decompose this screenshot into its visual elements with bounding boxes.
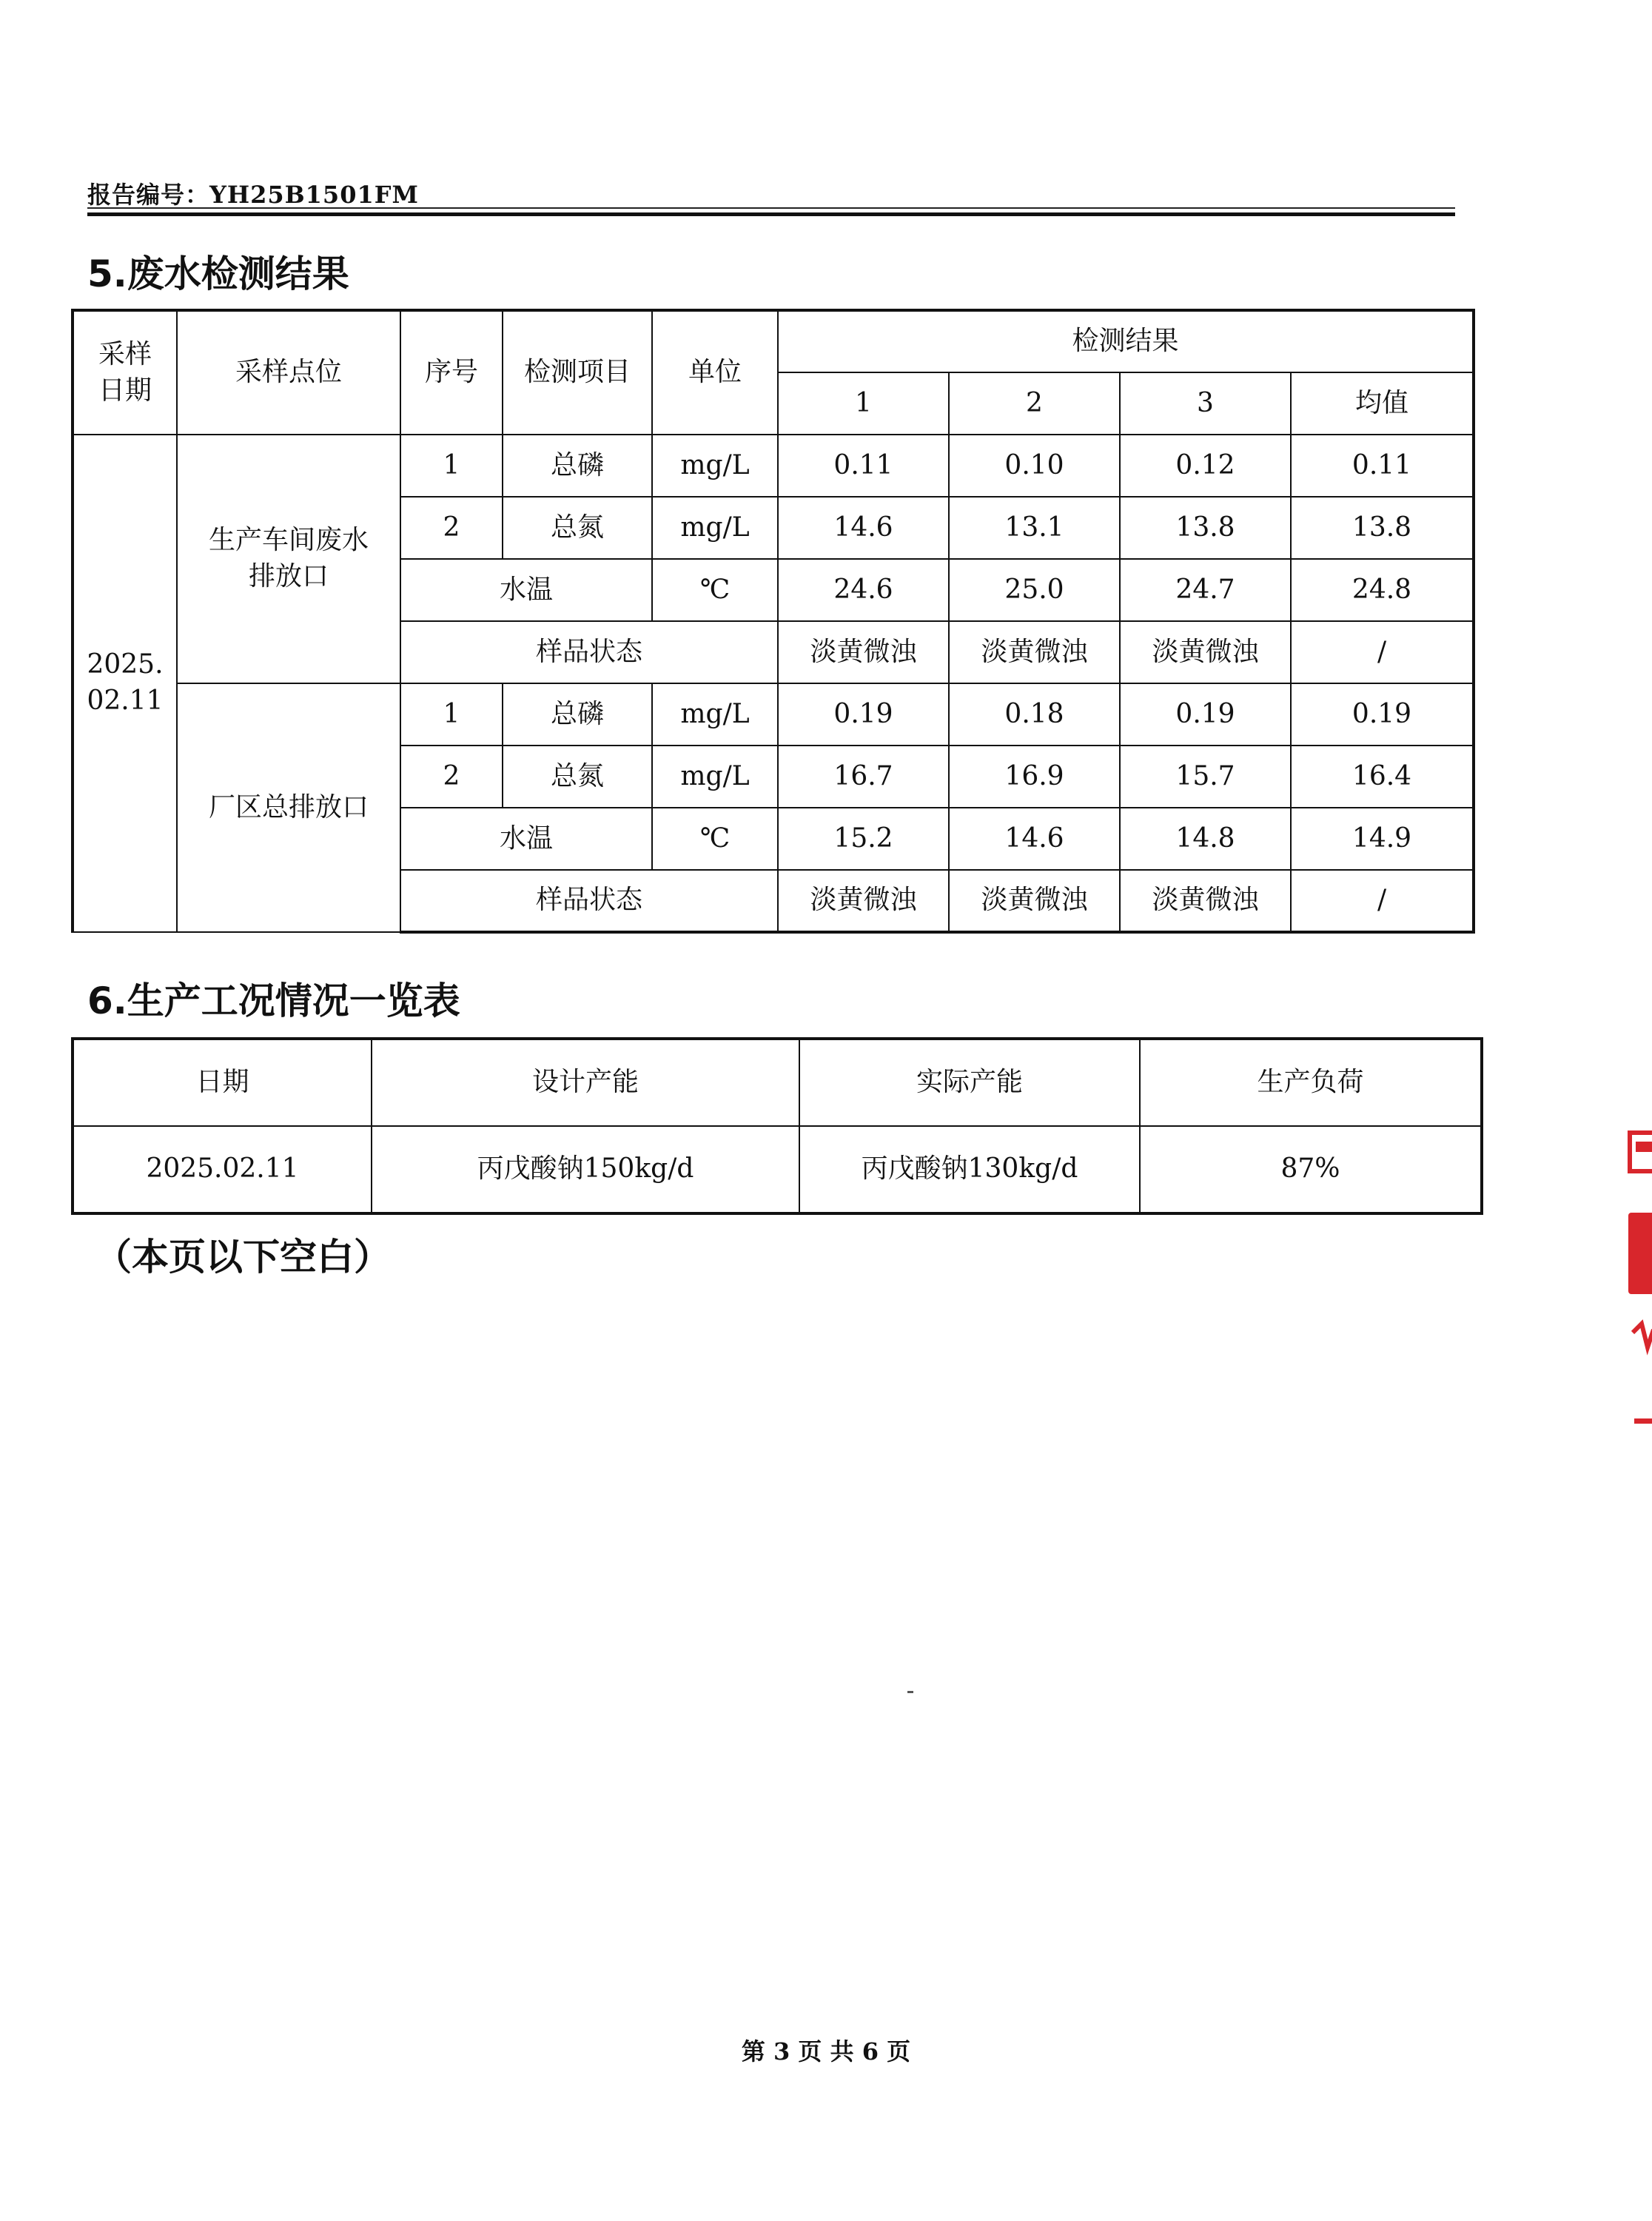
header-actual-capacity: 实际产能 xyxy=(799,1039,1140,1126)
result-1-cell: 0.11 xyxy=(778,435,949,497)
seq-cell: 1 xyxy=(400,683,503,746)
result-3-cell: 24.7 xyxy=(1120,559,1291,621)
sample-point-cell: 厂区总排放口 xyxy=(177,683,400,932)
table-row xyxy=(73,435,1474,497)
item-cell: 总磷 xyxy=(503,435,652,497)
section-5-title: 5.废水检测结果 xyxy=(87,252,349,295)
result-1-cell: 16.7 xyxy=(778,746,949,808)
result-1-cell: 淡黄微浊 xyxy=(778,870,949,932)
header-date: 日期 xyxy=(73,1039,372,1126)
blank-below-note: （本页以下空白） xyxy=(95,1236,391,1279)
result-1-cell: 14.6 xyxy=(778,497,949,559)
result-3-cell: 淡黄微浊 xyxy=(1120,621,1291,683)
header-rule-thin xyxy=(87,207,1455,209)
water-temp-label: 水温 xyxy=(400,808,652,870)
water-temp-label: 水温 xyxy=(400,559,652,621)
header-result-3: 3 xyxy=(1120,372,1291,435)
seq-cell: 2 xyxy=(400,746,503,808)
result-2-cell: 14.6 xyxy=(949,808,1120,870)
average-cell: 14.9 xyxy=(1291,808,1474,870)
result-2-cell: 13.1 xyxy=(949,497,1120,559)
average-cell: 0.11 xyxy=(1291,435,1474,497)
report-number: 报告编号：YH25B1501FM xyxy=(87,181,419,209)
result-3-cell: 14.8 xyxy=(1120,808,1291,870)
average-cell: 13.8 xyxy=(1291,497,1474,559)
design-capacity-cell: 丙戊酸钠150kg/d xyxy=(372,1126,799,1213)
result-2-cell: 淡黄微浊 xyxy=(949,870,1120,932)
header-design-capacity: 设计产能 xyxy=(372,1039,799,1126)
header-unit: 单位 xyxy=(652,310,778,435)
production-load-cell: 87% xyxy=(1140,1126,1482,1213)
item-cell: 总磷 xyxy=(503,683,652,746)
seq-cell: 1 xyxy=(400,435,503,497)
header-production-load: 生产负荷 xyxy=(1140,1039,1482,1126)
header-rule-thick xyxy=(87,212,1455,216)
result-2-cell: 0.18 xyxy=(949,683,1120,746)
average-cell: / xyxy=(1291,870,1474,932)
header-sample-date: 采样 日期 xyxy=(73,310,177,435)
table-row xyxy=(73,683,1474,746)
average-cell: 0.19 xyxy=(1291,683,1474,746)
unit-cell: mg/L xyxy=(652,497,778,559)
unit-cell: mg/L xyxy=(652,746,778,808)
result-2-cell: 淡黄微浊 xyxy=(949,621,1120,683)
header-results: 检测结果 xyxy=(778,310,1474,372)
average-cell: / xyxy=(1291,621,1474,683)
result-1-cell: 24.6 xyxy=(778,559,949,621)
result-2-cell: 0.10 xyxy=(949,435,1120,497)
result-3-cell: 13.8 xyxy=(1120,497,1291,559)
header-average: 均值 xyxy=(1291,372,1474,435)
sample-point-cell: 生产车间废水 排放口 xyxy=(177,435,400,683)
sample-state-label: 样品状态 xyxy=(400,621,778,683)
production-status-table xyxy=(71,1037,1483,1215)
table-row xyxy=(73,1126,1482,1213)
result-3-cell: 15.7 xyxy=(1120,746,1291,808)
result-3-cell: 0.19 xyxy=(1120,683,1291,746)
red-seal-stamp xyxy=(1625,1125,1652,1436)
header-test-item: 检测项目 xyxy=(503,310,652,435)
header-result-1: 1 xyxy=(778,372,949,435)
header-seq: 序号 xyxy=(400,310,503,435)
item-cell: 总氮 xyxy=(503,497,652,559)
sample-state-label: 样品状态 xyxy=(400,870,778,932)
page-number: 第 3 页 共 6 页 xyxy=(741,2037,911,2066)
actual-capacity-cell: 丙戊酸钠130kg/d xyxy=(799,1126,1140,1213)
header-result-2: 2 xyxy=(949,372,1120,435)
result-3-cell: 淡黄微浊 xyxy=(1120,870,1291,932)
average-cell: 24.8 xyxy=(1291,559,1474,621)
result-2-cell: 25.0 xyxy=(949,559,1120,621)
result-1-cell: 淡黄微浊 xyxy=(778,621,949,683)
header-row xyxy=(73,1039,1482,1126)
item-cell: 总氮 xyxy=(503,746,652,808)
unit-cell: ℃ xyxy=(652,808,778,870)
unit-cell: mg/L xyxy=(652,683,778,746)
result-3-cell: 0.12 xyxy=(1120,435,1291,497)
header-row-1 xyxy=(73,310,1474,372)
unit-cell: mg/L xyxy=(652,435,778,497)
scan-speck xyxy=(907,1691,913,1693)
result-1-cell: 0.19 xyxy=(778,683,949,746)
sample-date-cell: 2025. 02.11 xyxy=(73,435,177,932)
wastewater-results-table xyxy=(71,309,1475,934)
seq-cell: 2 xyxy=(400,497,503,559)
unit-cell: ℃ xyxy=(652,559,778,621)
header-sample-point: 采样点位 xyxy=(177,310,400,435)
average-cell: 16.4 xyxy=(1291,746,1474,808)
result-2-cell: 16.9 xyxy=(949,746,1120,808)
result-1-cell: 15.2 xyxy=(778,808,949,870)
date-cell: 2025.02.11 xyxy=(73,1126,372,1213)
section-6-title: 6.生产工况情况一览表 xyxy=(87,979,460,1022)
